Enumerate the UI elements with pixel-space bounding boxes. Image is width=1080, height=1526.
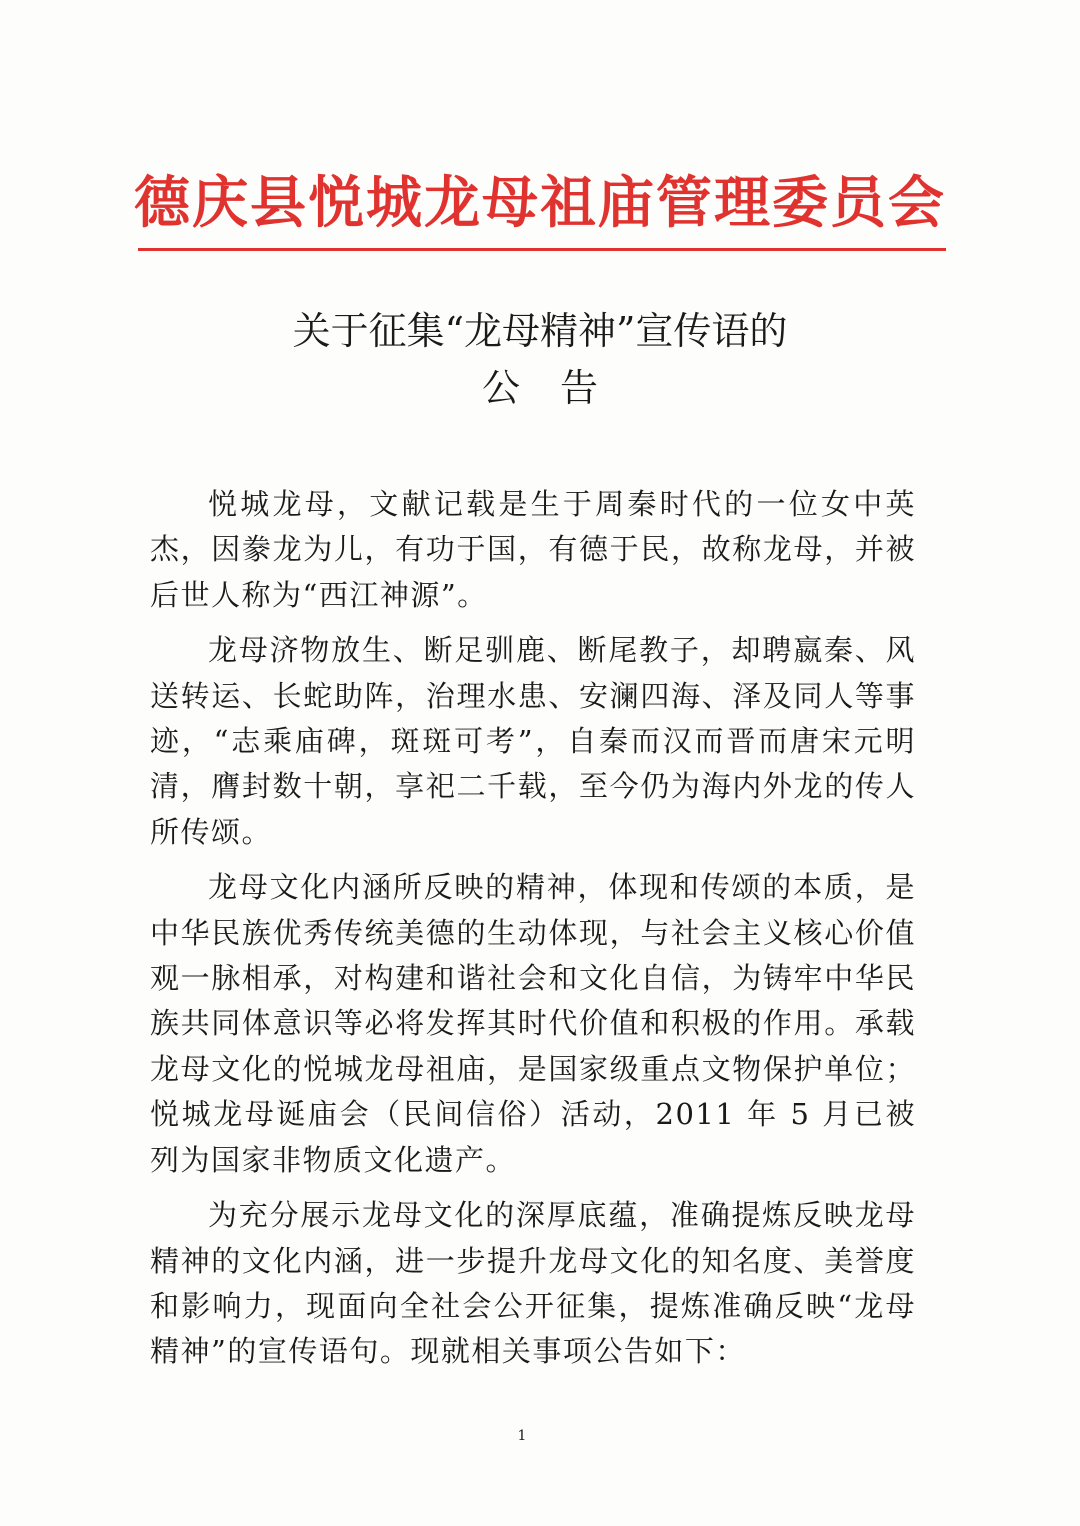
document-title-line-1: 关于征集“龙母精神”宣传语的 — [292, 309, 788, 353]
document-body — [150, 482, 916, 1385]
body-paragraph-4: 为充分展示龙母文化的深厚底蕴，准确提炼反映龙母精神的文化内涵，进一步提升龙母文化的知名度、美誉度和影响力，现面向全社会公开征集，提炼准确反映“龙母精神”的宣传语句。现就相关事项公告如下： — [150, 1198, 916, 1369]
document-title-line-2: 公告 — [481, 366, 638, 410]
page-number: 1 — [517, 1428, 527, 1444]
body-paragraph-3: 龙母文化内涵所反映的精神，体现和传颂的本质，是中华民族优秀传统美德的生动体现，与社会主义核心价值观一脉相承，对构建和谐社会和文化自信，为铸牢中华民族共同体意识等必将发挥其时代价值和积极的作用。承载龙母文化的悦城龙母祖庙，是国家级重点文物保护单位；悦城龙母诞庙会（民间信俗）活动，2011 年 5 月已被列为国家非物质文化遗产。 — [150, 870, 916, 1177]
organization-header: 德庆县悦城龙母祖庙管理委员会 — [134, 170, 946, 236]
body-paragraph-1: 悦城龙母，文献记载是生于周秦时代的一位女中英杰，因豢龙为儿，有功于国，有德于民，故称龙母，并被后世人称为“西江神源”。 — [150, 487, 916, 612]
red-header-rule — [138, 248, 946, 251]
body-paragraph-2: 龙母济物放生、断足驯鹿、断尾教子，却聘嬴秦、风送转运、长蛇助阵，治理水患、安澜四海、泽及同人等事迹，“志乘庙碑，斑斑可考”，自秦而汉而晋而唐宋元明清，膺封数十朝，享祀二千载，至今仍为海内外龙的传人所传颂。 — [150, 633, 916, 849]
